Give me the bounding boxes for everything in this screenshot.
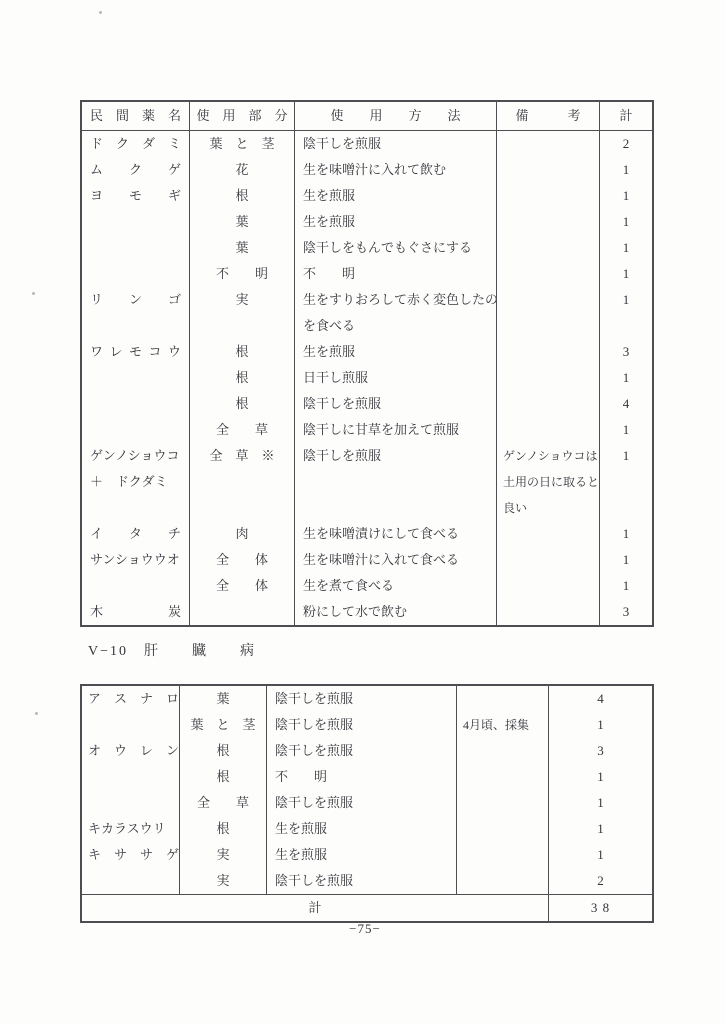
total-label: 計 [82, 894, 548, 921]
header-usage-method: 使 用 方 法 [294, 102, 496, 131]
cell-remarks [456, 738, 548, 764]
cell-remarks [496, 183, 599, 209]
cell-usage-method: 陰干しに甘草を加えて煎服 [294, 417, 496, 443]
cell-usage-method: 陰干しを煎服 [294, 131, 496, 157]
cell-count: 1 [599, 365, 652, 391]
total-value: 3 8 [548, 894, 652, 921]
cell-count: 1 [599, 235, 652, 261]
cell-medicine-name [82, 495, 189, 521]
cell-count: 1 [599, 521, 652, 547]
cell-usage-method: 生をすりおろして赤く変色したの [294, 287, 496, 313]
cell-medicine-name [82, 417, 189, 443]
cell-used-part: 根 [179, 816, 266, 842]
cell-used-part [189, 495, 294, 521]
cell-medicine-name: サンショウウオ [90, 552, 180, 567]
cell-medicine-name [82, 790, 179, 816]
cell-medicine-name: 木 炭 [90, 604, 182, 619]
cell-count [599, 495, 652, 521]
cell-remarks [496, 313, 599, 339]
cell-count: 1 [599, 209, 652, 235]
cell-medicine-name: オ ウ レ ン [88, 743, 180, 758]
cell-count: 1 [599, 183, 652, 209]
cell-medicine-name: リ ン ゴ [90, 292, 182, 307]
cell-medicine-name [82, 712, 179, 738]
cell-used-part: 根 [189, 391, 294, 417]
cell-remarks [496, 287, 599, 313]
cell-count: 3 [599, 599, 652, 625]
cell-remarks: 良い [496, 495, 599, 521]
cell-medicine-name: ゲンノショウコ [90, 448, 180, 463]
header-used-part: 使 用 部 分 [189, 102, 294, 131]
cell-remarks [496, 521, 599, 547]
cell-count: 1 [599, 417, 652, 443]
cell-used-part: 花 [189, 157, 294, 183]
table-header-row [82, 102, 652, 131]
cell-remarks [496, 573, 599, 599]
cell-usage-method: 生を味噌汁に入れて食べる [294, 547, 496, 573]
cell-usage-method: 陰干しをもんでもぐさにする [294, 235, 496, 261]
cell-medicine-name: ア ス ナ ロ [88, 691, 180, 706]
cell-used-part: 全 草 [179, 790, 266, 816]
cell-used-part [189, 313, 294, 339]
scan-speck [32, 292, 35, 295]
cell-remarks [456, 764, 548, 790]
section-title: V−10 肝 臓 病 [88, 644, 257, 659]
cell-used-part: 根 [189, 339, 294, 365]
cell-remarks [456, 686, 548, 712]
cell-usage-method: 生を煎服 [266, 816, 456, 842]
cell-count: 2 [599, 131, 652, 157]
table-body [82, 131, 652, 625]
cell-usage-method: 陰干しを煎服 [294, 391, 496, 417]
cell-used-part: 葉 [189, 235, 294, 261]
cell-remarks [496, 157, 599, 183]
cell-count: 1 [599, 443, 652, 469]
cell-remarks: 土用の日に取ると [496, 469, 599, 495]
cell-count [599, 469, 652, 495]
cell-usage-method: 陰干しを煎服 [266, 712, 456, 738]
cell-usage-method: 陰干しを煎服 [266, 738, 456, 764]
cell-usage-method: 生を味噌汁に入れて飲む [294, 157, 496, 183]
cell-used-part [189, 469, 294, 495]
cell-used-part: 根 [189, 365, 294, 391]
cell-count [599, 313, 652, 339]
cell-medicine-name [82, 235, 189, 261]
cell-medicine-name [82, 261, 189, 287]
cell-usage-method: 日干し煎服 [294, 365, 496, 391]
cell-medicine-name [82, 313, 189, 339]
header-remarks: 備 考 [496, 102, 599, 131]
cell-medicine-name [82, 365, 189, 391]
cell-medicine-name: ム ク ゲ [90, 162, 182, 177]
cell-remarks [496, 209, 599, 235]
cell-remarks [496, 599, 599, 625]
cell-used-part: 葉 [189, 209, 294, 235]
cell-used-part: 根 [179, 764, 266, 790]
scan-speck [35, 712, 38, 715]
cell-used-part: 根 [189, 183, 294, 209]
cell-count: 1 [548, 712, 652, 738]
cell-used-part: 葉 と 茎 [179, 712, 266, 738]
liver-disease-table [80, 684, 654, 923]
cell-medicine-name [82, 391, 189, 417]
cell-remarks [496, 261, 599, 287]
cell-count: 4 [599, 391, 652, 417]
cell-medicine-name [82, 764, 179, 790]
cell-used-part: 全 体 [189, 547, 294, 573]
cell-usage-method: 生を煮て食べる [294, 573, 496, 599]
cell-count: 1 [599, 157, 652, 183]
cell-count: 1 [548, 842, 652, 868]
cell-count: 1 [599, 547, 652, 573]
cell-count: 1 [548, 764, 652, 790]
page-number: −75− [349, 921, 381, 936]
cell-usage-method: 生を煎服 [294, 339, 496, 365]
cell-used-part: 肉 [189, 521, 294, 547]
cell-used-part: 葉 と 茎 [189, 131, 294, 157]
cell-used-part: 全 草 ※ [189, 443, 294, 469]
scan-speck [99, 11, 102, 14]
cell-usage-method: 陰干しを煎服 [266, 790, 456, 816]
cell-remarks: 4月頃、採集 [456, 712, 548, 738]
cell-count: 4 [548, 686, 652, 712]
cell-usage-method: を食べる [294, 313, 496, 339]
cell-remarks [496, 365, 599, 391]
cell-used-part: 根 [179, 738, 266, 764]
cell-remarks [496, 547, 599, 573]
cell-count: 1 [599, 261, 652, 287]
cell-remarks [496, 339, 599, 365]
cell-used-part: 実 [179, 868, 266, 894]
cell-count: 1 [599, 573, 652, 599]
cell-medicine-name: ド ク ダ ミ [90, 136, 182, 151]
cell-medicine-name: ワ レ モ コ ウ [90, 344, 182, 359]
cell-usage-method: 不 明 [266, 764, 456, 790]
cell-medicine-name [82, 868, 179, 894]
cell-medicine-name: ＋ ドクダミ [90, 474, 168, 489]
cell-remarks [456, 868, 548, 894]
cell-used-part: 不 明 [189, 261, 294, 287]
cell-remarks [456, 816, 548, 842]
cell-count: 3 [599, 339, 652, 365]
cell-remarks [456, 842, 548, 868]
cell-used-part: 実 [189, 287, 294, 313]
cell-medicine-name: キ サ サ ゲ [88, 847, 180, 862]
cell-remarks [496, 417, 599, 443]
cell-used-part: 実 [179, 842, 266, 868]
cell-usage-method: 粉にして水で飲む [294, 599, 496, 625]
cell-usage-method: 不 明 [294, 261, 496, 287]
cell-usage-method: 生を味噌漬けにして食べる [294, 521, 496, 547]
cell-remarks [496, 235, 599, 261]
cell-used-part: 葉 [179, 686, 266, 712]
cell-used-part [189, 599, 294, 625]
cell-remarks [496, 131, 599, 157]
header-medicine-name: 民 間 薬 名 [82, 102, 189, 131]
cell-count: 2 [548, 868, 652, 894]
cell-usage-method: 生を煎服 [266, 842, 456, 868]
cell-medicine-name: キカラスウリ [88, 821, 166, 836]
cell-count: 1 [548, 816, 652, 842]
table-total-row [82, 894, 652, 921]
cell-usage-method: 生を煎服 [294, 209, 496, 235]
cell-remarks: ゲンノショウコは [496, 443, 599, 469]
folk-medicine-table [80, 100, 654, 627]
cell-medicine-name [82, 573, 189, 599]
cell-used-part: 全 体 [189, 573, 294, 599]
cell-remarks [456, 790, 548, 816]
cell-medicine-name [82, 209, 189, 235]
header-count: 計 [599, 102, 652, 131]
cell-usage-method [294, 495, 496, 521]
cell-count: 1 [548, 790, 652, 816]
cell-medicine-name: イ タ チ [90, 526, 182, 541]
cell-usage-method [294, 469, 496, 495]
cell-count: 3 [548, 738, 652, 764]
cell-usage-method: 陰干しを煎服 [266, 686, 456, 712]
cell-remarks [496, 391, 599, 417]
cell-usage-method: 陰干しを煎服 [294, 443, 496, 469]
table-body [82, 686, 652, 894]
cell-usage-method: 生を煎服 [294, 183, 496, 209]
cell-count: 1 [599, 287, 652, 313]
cell-usage-method: 陰干しを煎服 [266, 868, 456, 894]
cell-used-part: 全 草 [189, 417, 294, 443]
cell-medicine-name: ヨ モ ギ [90, 188, 182, 203]
